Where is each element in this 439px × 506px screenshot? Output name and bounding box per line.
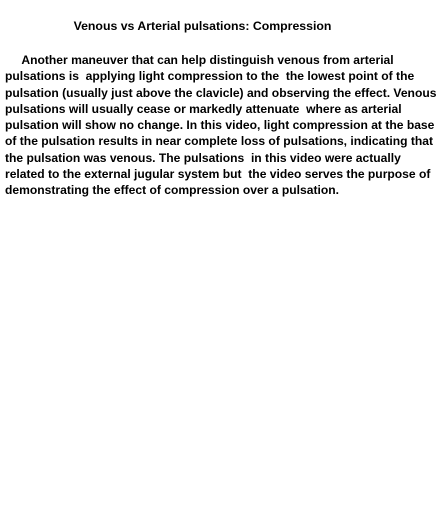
body-paragraph (5, 52, 435, 199)
paragraph-line: pulsations will usually cease or markedly attenuate where as arterial (5, 101, 402, 116)
paragraph-line: Another maneuver that can help distinguish venous from arterial (5, 53, 394, 67)
paragraph-line: demonstrating the effect of compression over a pulsation. (5, 183, 339, 198)
paragraph-line: the pulsation was venous. The pulsations in this video were actually (5, 150, 401, 165)
paragraph-line: of the pulsation results in near complete loss of pulsations, indicating that (5, 134, 434, 149)
paragraph-line: related to the external jugular system but the video serves the purpose of (5, 167, 431, 182)
paragraph-line: pulsation will show no change. In this video, light compression at the base (5, 118, 435, 133)
paragraph-line: pulsation (usually just above the clavicle) and observing the effect. Venous (5, 85, 437, 100)
document-title: Venous vs Arterial pulsations: Compression (73, 19, 332, 33)
paragraph-line: pulsations is applying light compression to the the lowest point of the (5, 69, 415, 84)
